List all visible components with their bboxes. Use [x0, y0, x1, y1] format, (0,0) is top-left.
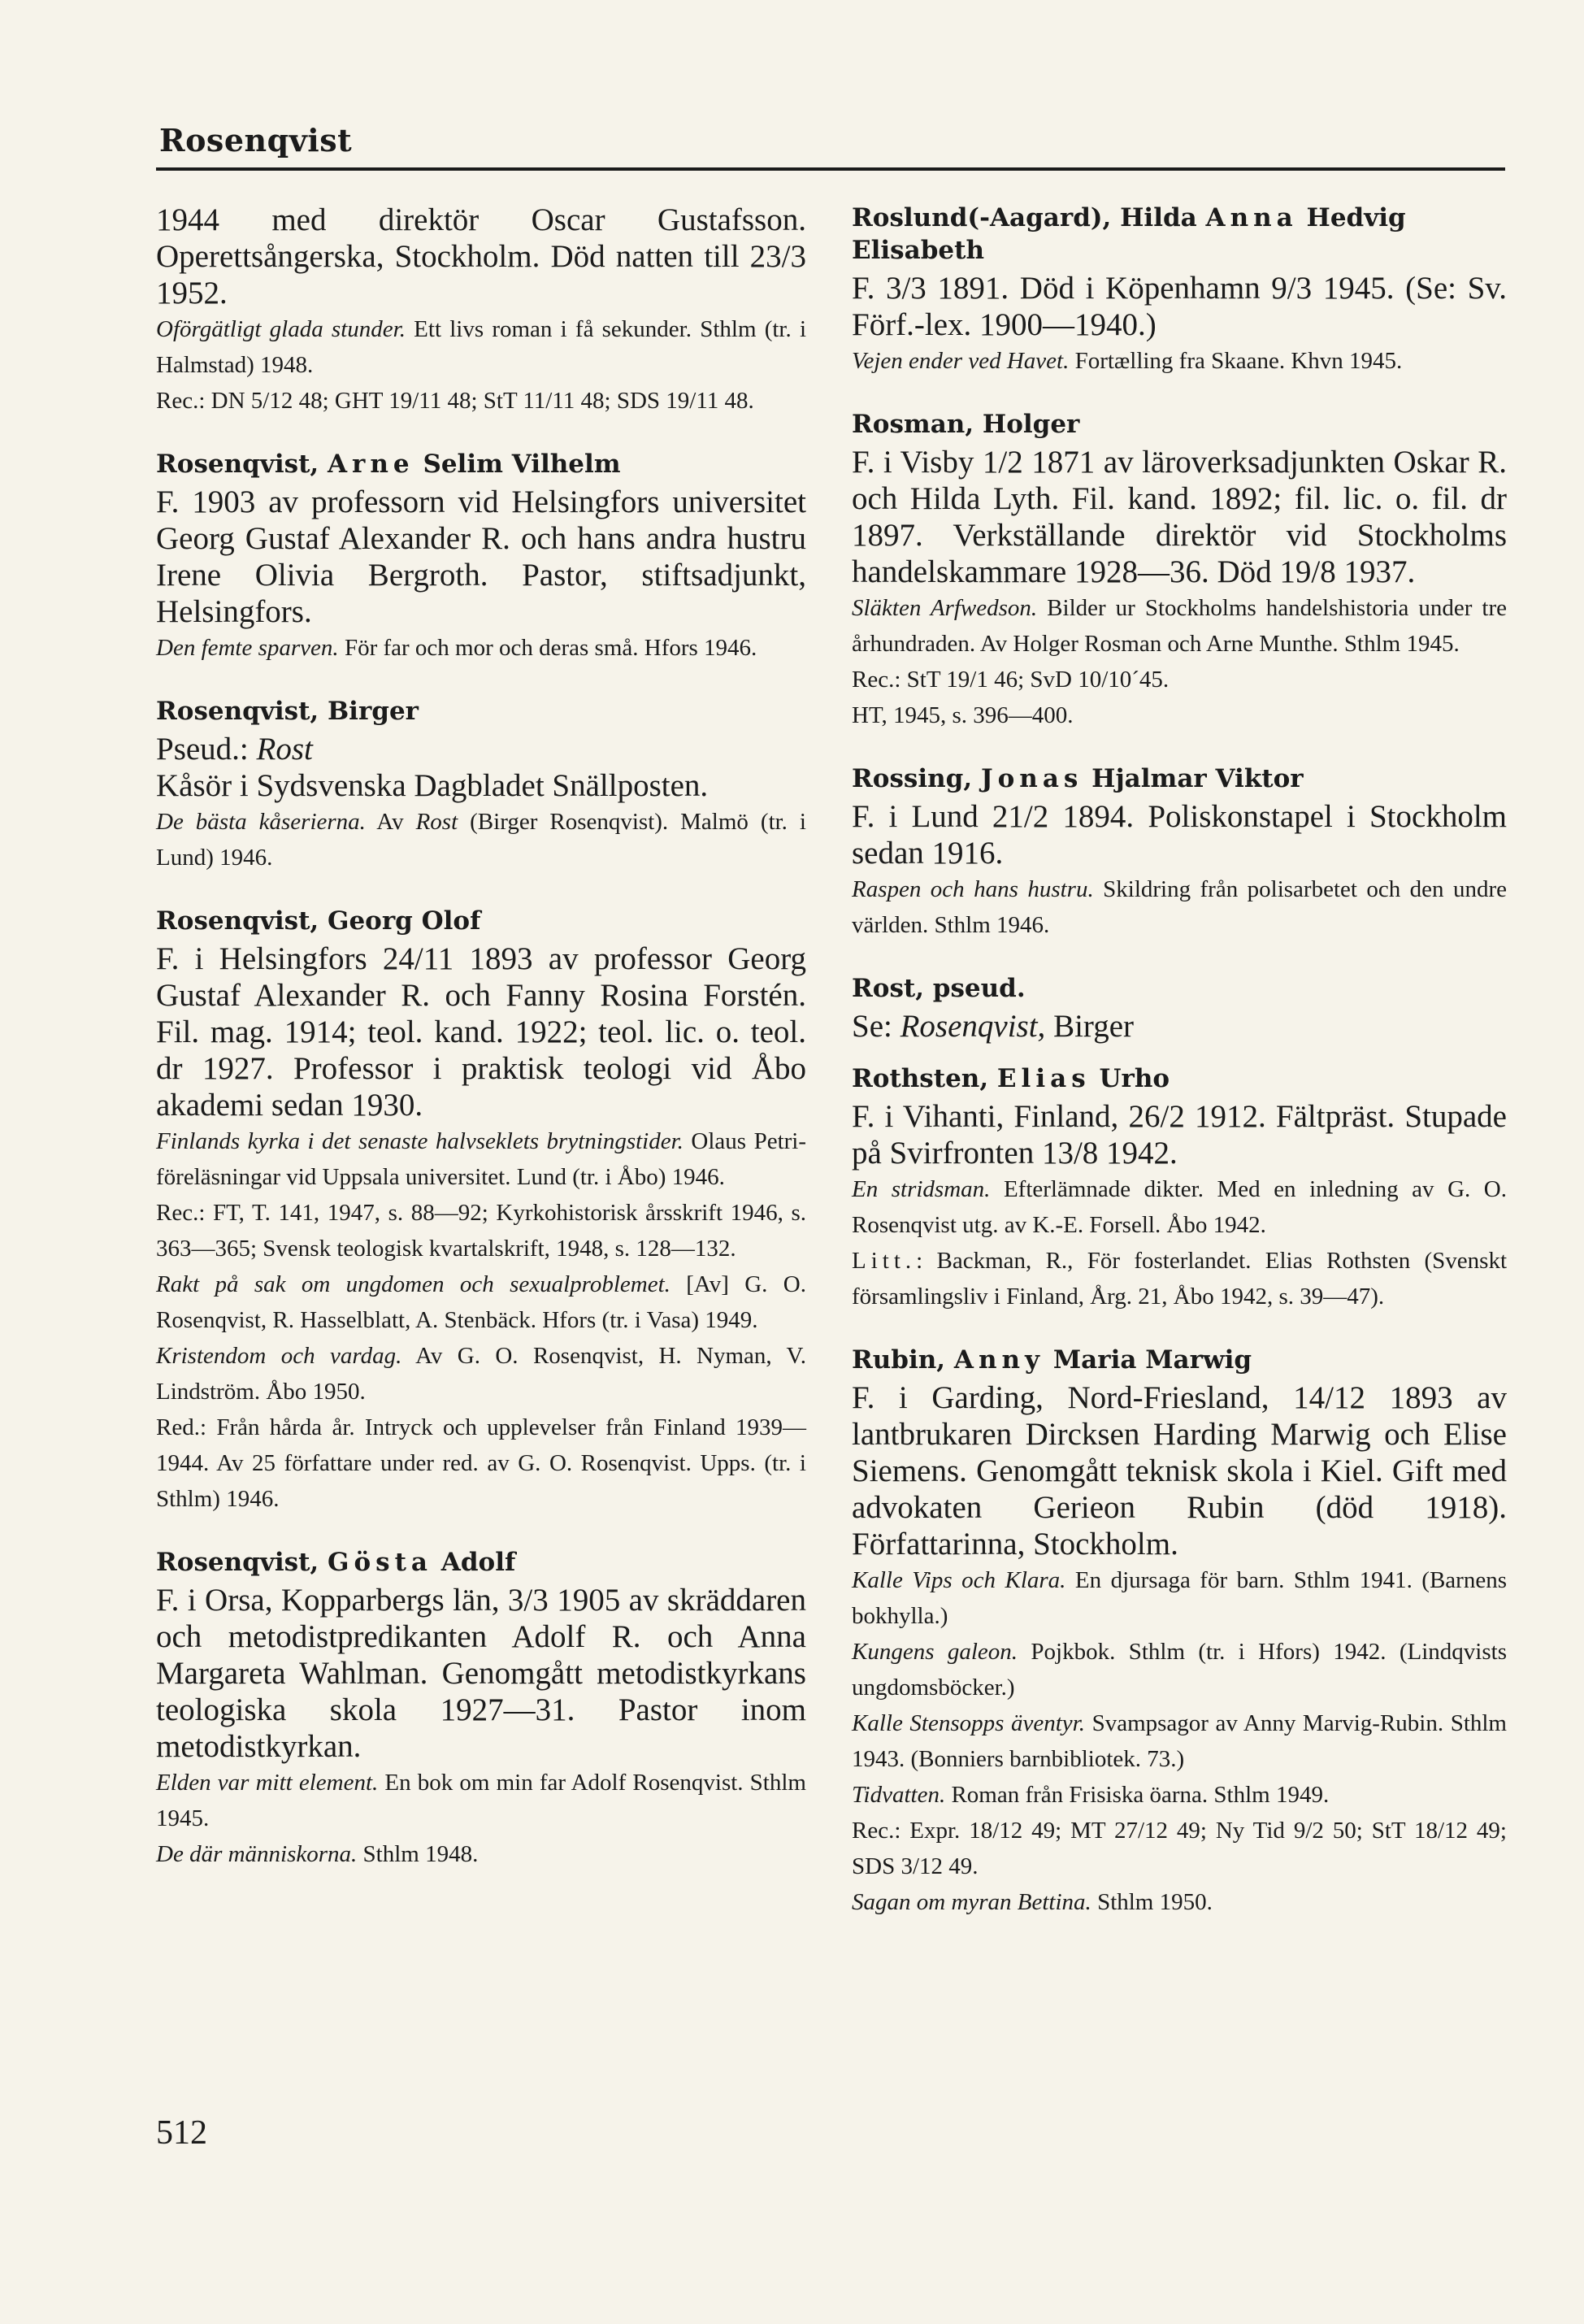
entry-review: Rec.: FT, T. 141, 1947, s. 88—92; Kyrkohistorisk årsskrift 1946, s. 363—365; Svensk teologisk kvartalskrift, 1948, s. 128—132. — [156, 1200, 806, 1262]
work-title: Kungens galeon. — [852, 1639, 1018, 1665]
entry-edited: Red.: Från hårda år. Intryck och upplevelser från Finland 1939—1944. Av 25 författare under red. av G. O. Rosenqvist. Upps. (tr. i Sthlm) 1946. — [156, 1414, 806, 1512]
literature-details: : Backman, R., För fosterlandet. Elias Rothsten (Svenskt församlingsliv i Finland, Årg. 21, Åbo 1942, s. 39—47). — [852, 1248, 1507, 1310]
header-rule — [156, 167, 1505, 171]
entry-work — [156, 1266, 806, 1338]
heading-names: Hedvig Elisabeth — [852, 203, 1406, 265]
entry-heading — [852, 1062, 1507, 1095]
work-title: Tidvatten. — [852, 1782, 946, 1808]
entry-work — [852, 343, 1507, 379]
entry-heading — [852, 202, 1507, 267]
heading-surname: Rosenqvist, — [156, 450, 319, 479]
entry-rosman — [852, 408, 1507, 733]
entry-rosenqvist-birger — [156, 695, 806, 875]
heading-names: Hilda — [1120, 203, 1197, 232]
entry-rothsten — [852, 1062, 1507, 1314]
entry-bio: F. i Helsingfors 24/11 1893 av professor Georg Gustaf Alexander R. och Fanny Rosina Forstén. Fil. mag. 1914; teol. kand. 1922; teol. lic. o. teol. dr 1927. Professor i praktisk teologi vid Åbo akademi sedan 1930. — [156, 941, 806, 1123]
work-details: Efterlämnade dikter. Med en inledning av G. O. Rosenqvist utg. av K.-E. Forsell. Åbo 1942. — [852, 1176, 1507, 1238]
entry-review: Rec.: DN 5/12 48; GHT 19/11 48; StT 11/11 48; SDS 19/11 48. — [156, 388, 754, 414]
heading-names: Selim Vilhelm — [423, 450, 621, 479]
work-details: Roman från Frisiska öarna. Sthlm 1949. — [945, 1782, 1330, 1808]
entry-literature — [852, 1243, 1507, 1314]
work-title: En stridsman. — [852, 1176, 991, 1202]
work-title: Den femte sparven. — [156, 635, 339, 661]
work-title: Vejen ender ved Havet. — [852, 348, 1070, 374]
work-details: En djursaga för barn. Sthlm 1941. (Barnens bokhylla.) — [852, 1567, 1507, 1629]
work-title: Finlands kyrka i det senaste halvseklets brytningstider. — [156, 1128, 684, 1154]
entry-heading: Rosenqvist, Birger — [156, 697, 419, 726]
entry-rost — [852, 972, 1507, 1045]
work-title: Kalle Vips och Klara. — [852, 1567, 1066, 1593]
heading-names: Maria Marwig — [1052, 1345, 1252, 1375]
entry-work — [156, 1123, 806, 1195]
work-title: Kristendom och vardag. — [156, 1343, 402, 1369]
work-title: Släkten Arfwedson. — [852, 595, 1038, 621]
entry-heading: Rosman, Holger — [852, 410, 1080, 439]
entry-heading — [852, 1344, 1507, 1376]
entry-rossing — [852, 762, 1507, 943]
work-title: Sagan om myran Bettina. — [852, 1889, 1091, 1915]
entry-rubin — [852, 1344, 1507, 1920]
work-details: [Av] G. O. Rosenqvist, R. Hasselblatt, A. Stenbäck. Hfors (tr. i Vasa) 1949. — [156, 1271, 806, 1333]
work-details: Fortælling fra Skaane. Khvn 1945. — [1069, 348, 1403, 374]
entry-work — [156, 1765, 806, 1836]
heading-callname: Anna — [1205, 203, 1298, 232]
work-pseudonym: Rost — [415, 809, 458, 835]
entry-work — [156, 804, 806, 875]
work-details: Ett livs roman i få sekunder. Sthlm (tr. i Halmstad) 1948. — [156, 316, 807, 378]
work-details: Pojkbok. Sthlm (tr. i Hfors) 1942. (Lindqvists ungdomsböcker.) — [852, 1639, 1507, 1701]
entry-bio: F. 1903 av professorn vid Helsingfors universitet Georg Gustaf Alexander R. och hans andra hustru Irene Olivia Bergroth. Pastor, stiftsadjunkt, Helsingfors. — [156, 484, 806, 629]
work-title: Oförgätligt glada stunder. — [156, 316, 406, 342]
entry-work — [852, 1705, 1507, 1777]
entry-heading: Rosenqvist, Georg Olof — [156, 906, 481, 936]
entry-bio: F. i Orsa, Kopparbergs län, 3/3 1905 av skräddaren och metodistpredikanten Adolf R. och Anna Margareta Wahlman. Genomgått metodistkyrkans teologiska skola 1927—31. Pastor inom metodistkyrkan. — [156, 1583, 806, 1764]
work-title: Rakt på sak om ungdomen och sexualproblemet. — [156, 1271, 670, 1297]
entry-bio — [852, 1008, 1507, 1045]
heading-callname: Elias — [996, 1064, 1091, 1093]
heading-callname: Gösta — [327, 1548, 432, 1577]
entry-work — [852, 590, 1507, 662]
work-details: Av — [365, 809, 416, 835]
entry-rosenqvist-gosta — [156, 1546, 806, 1872]
heading-surname: Rossing, — [852, 764, 973, 793]
entry-bio — [156, 731, 806, 767]
work-details: Bilder ur Stockholms handelshistoria under tre århundraden. Av Holger Rosman och Arne Munthe. Sthlm 1945. — [852, 595, 1507, 657]
left-column — [156, 202, 806, 1901]
bio-text: Pseud.: — [156, 732, 257, 767]
entry-review: Rec.: Expr. 18/12 49; MT 27/12 49; Ny Tid 9/2 50; StT 18/12 49; SDS 3/12 49. — [852, 1818, 1507, 1879]
entry-bio: Kåsör i Sydsvenska Dagbladet Snällposten. — [156, 768, 709, 803]
entry-work — [852, 1562, 1507, 1634]
work-details: Av G. O. Rosenqvist, H. Nyman, V. Lindström. Åbo 1950. — [156, 1343, 806, 1405]
work-details: För far och mor och deras små. Hfors 1946. — [338, 635, 757, 661]
entry-work — [156, 630, 806, 666]
entry-work — [852, 1777, 1507, 1813]
entry-rosenqvist-continued — [156, 202, 806, 419]
work-details: Sthlm 1950. — [1091, 1889, 1213, 1915]
entry-rosenqvist-georg-olof — [156, 905, 806, 1517]
entry-bio: F. i Visby 1/2 1871 av läroverksadjunkten Oskar R. och Hilda Lyth. Fil. kand. 1892; fil. lic. o. fil. dr 1897. Verkställande direktör vid Stockholms handelskammare 1928—36. Död 19/8 1937. — [852, 445, 1507, 589]
heading-surname: Rothsten, — [852, 1064, 989, 1093]
bio-pseudonym: Rost — [256, 732, 313, 767]
entry-heading — [156, 1546, 806, 1579]
right-column — [852, 202, 1507, 1949]
entry-bio: F. i Lund 21/2 1894. Poliskonstapel i Stockholm sedan 1916. — [852, 799, 1507, 871]
entry-bio: 1944 med direktör Oscar Gustafsson. Operettsångerska, Stockholm. Död natten till 23/3 1952. — [156, 202, 806, 311]
cross-reference: Rosenqvist, — [900, 1009, 1046, 1044]
work-title: Raspen och hans hustru. — [852, 876, 1094, 902]
heading-names: Hjalmar Viktor — [1091, 764, 1304, 793]
entry-heading — [156, 448, 806, 480]
entry-review: HT, 1945, s. 396—400. — [852, 702, 1074, 728]
heading-names: Urho — [1099, 1064, 1170, 1093]
entry-work — [852, 1884, 1507, 1920]
work-title: Elden var mitt element. — [156, 1770, 379, 1796]
work-title: Kalle Stensopps äventyr. — [852, 1710, 1085, 1736]
entry-work — [156, 1338, 806, 1410]
entry-roslund — [852, 202, 1507, 379]
entry-work — [852, 1634, 1507, 1705]
entry-bio: F. 3/3 1891. Död i Köpenhamn 9/3 1945. (Se: Sv. Förf.-lex. 1900—1940.) — [852, 271, 1507, 342]
entry-bio: F. i Garding, Nord-Friesland, 14/12 1893 av lantbrukaren Dircksen Harding Marwig och Elise Siemens. Genomgått teknisk skola i Kiel. Gift med advokaten Gerieon Rubin (död 1918). Författarinna, Stockholm. — [852, 1380, 1507, 1562]
entry-work — [852, 871, 1507, 943]
heading-surname: Rubin, — [852, 1345, 946, 1375]
work-details: Sthlm 1948. — [357, 1841, 479, 1867]
entry-work — [852, 1171, 1507, 1243]
entry-heading: Rost, pseud. — [852, 974, 1026, 1003]
page-number: 512 — [156, 2114, 207, 2152]
work-details: En bok om min far Adolf Rosenqvist. Sthlm 1945. — [156, 1770, 806, 1831]
work-title: De bästa kåserierna. — [156, 809, 366, 835]
running-head: Rosenqvist — [159, 122, 353, 159]
heading-surname: Rosenqvist, — [156, 1548, 319, 1577]
work-details: Olaus Petri-föreläsningar vid Uppsala universitet. Lund (tr. i Åbo) 1946. — [156, 1128, 806, 1190]
bio-text: Birger — [1045, 1009, 1134, 1044]
heading-callname: Anny — [953, 1345, 1045, 1375]
entry-bio: F. i Vihanti, Finland, 26/2 1912. Fältpräst. Stupade på Svirfronten 13/8 1942. — [852, 1099, 1507, 1171]
heading-callname: Jonas — [980, 764, 1083, 793]
entry-rosenqvist-arne — [156, 448, 806, 666]
entry-heading — [852, 762, 1507, 795]
work-title: De där människorna. — [156, 1841, 358, 1867]
entry-review: Rec.: StT 19/1 46; SvD 10/10´45. — [852, 667, 1170, 693]
bio-text: Se: — [852, 1009, 900, 1044]
entry-work — [156, 311, 806, 383]
work-details: Skildring från polisarbetet och den undre världen. Sthlm 1946. — [852, 876, 1507, 938]
heading-names: Adolf — [440, 1548, 516, 1577]
literature-label: Litt. — [852, 1248, 917, 1274]
entry-work — [156, 1836, 806, 1872]
work-details: Svampsagor av Anny Marvig-Rubin. Sthlm 1943. (Bonniers barnbibliotek. 73.) — [852, 1710, 1507, 1772]
heading-callname: Arne — [327, 450, 414, 479]
work-details: (Birger Rosenqvist). Malmö (tr. i Lund) 1946. — [156, 809, 806, 871]
heading-surname: Roslund(-Aagard), — [852, 203, 1112, 232]
